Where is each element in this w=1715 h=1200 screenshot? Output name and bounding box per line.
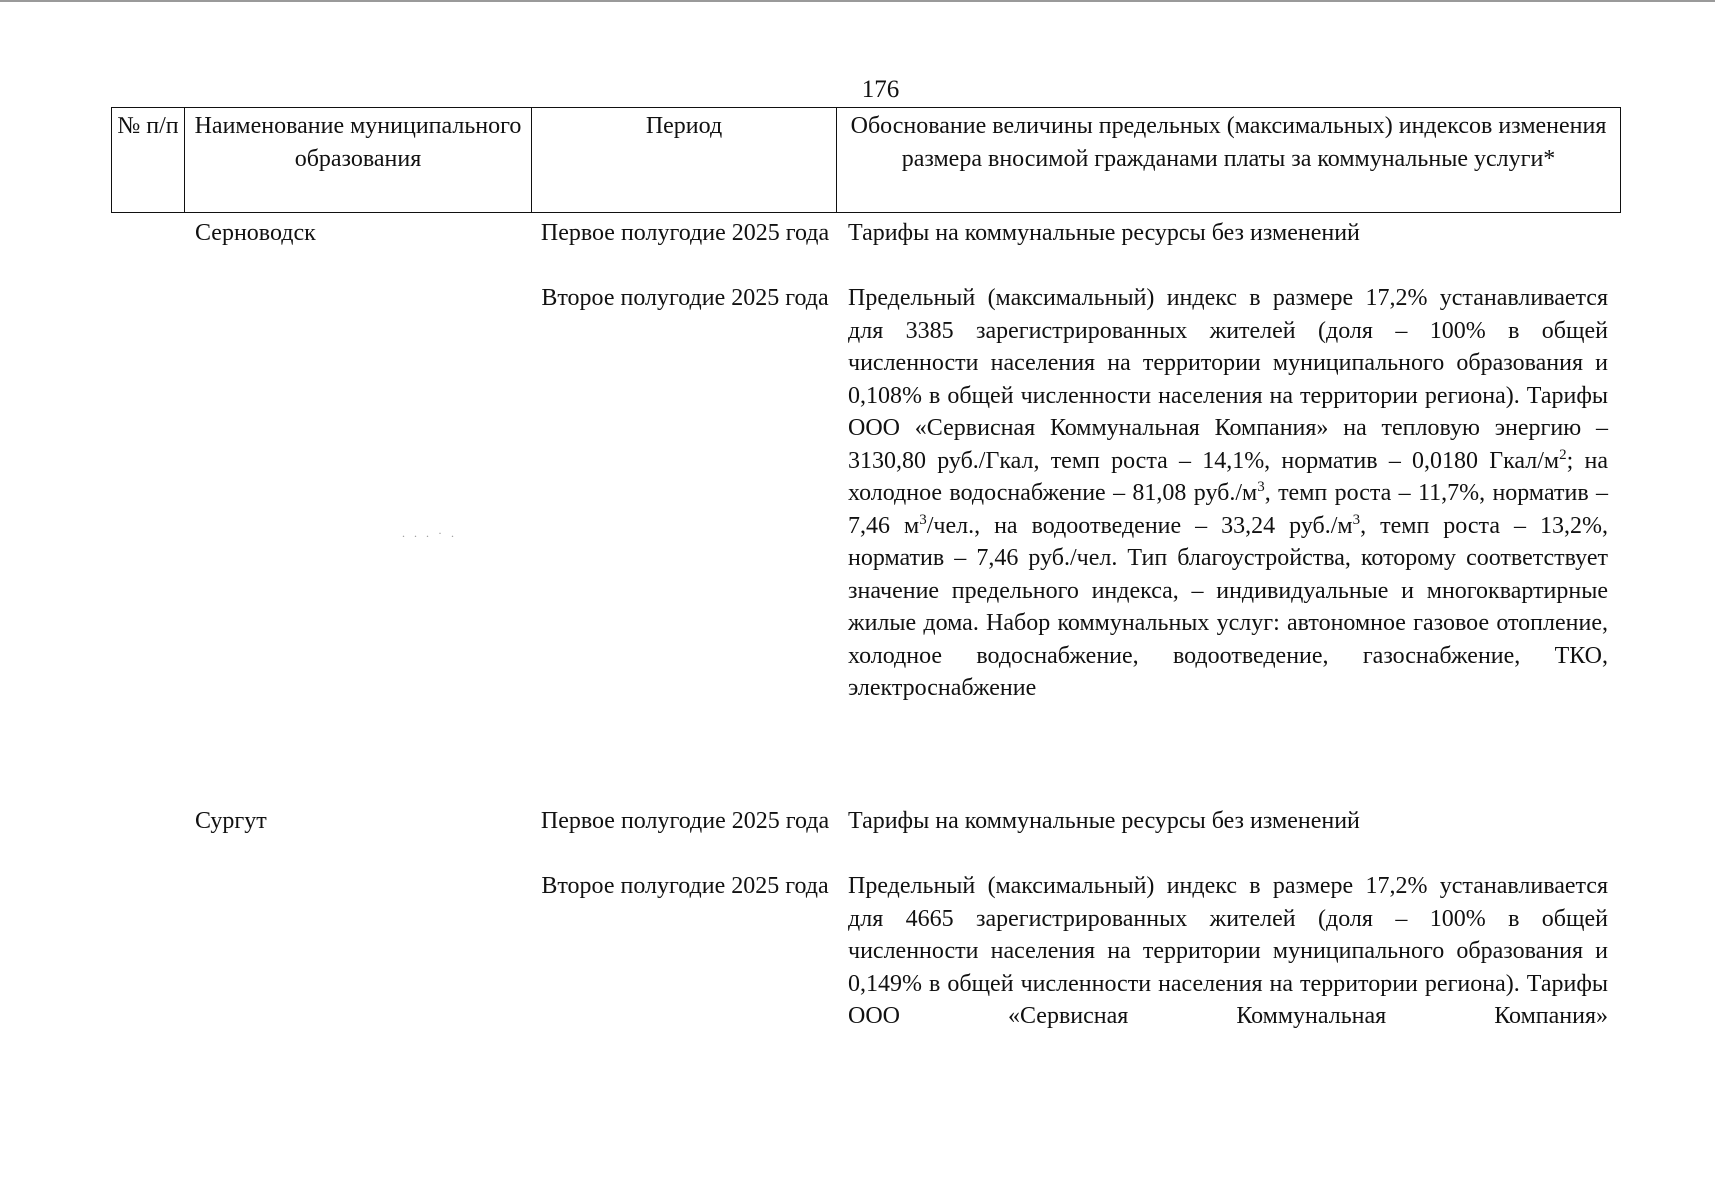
scan-speck: . . . · .	[402, 526, 457, 540]
period-label: Первое полугодие 2025 года	[540, 808, 830, 834]
period-label: Первое полугодие 2025 года	[540, 220, 830, 246]
period-label: Второе полугодие 2025 года	[541, 873, 829, 899]
justification-text: Тарифы на коммунальные ресурсы без изменений	[848, 808, 1360, 834]
justification-text: Предельный (максимальный) индекс в размере 17,2% устанавливается для 4665 зарегистрированных жителей (доля – 100% в общей численности населения на территории муниципального образования и 0,149% в общей численности населения на территории региона). Тарифы ООО «Сервисная Коммунальная Компания»	[848, 873, 1608, 1029]
municipality-name: Сургут	[195, 808, 267, 834]
page-top-edge	[0, 0, 1715, 2]
justification-text: Предельный (максимальный) индекс в размере 17,2% устанавливается для 3385 зарегистрированных жителей (доля – 100% в общей численности населения на территории муниципального образования и 0,108% в общей численности населения на территории региона). Тарифы ООО «Сервисная Коммунальная Компания» на тепловую энергию – 3130,80 руб./Гкал, темп роста – 14,1%, норматив – 0,0180 Гкал/$м^2$; на холодное водоснабжение – 81,08 $руб./м^3$, темп роста – 11,7%, норматив – 7,46 $м^3$/чел., на водоотведение – 33,24 $руб./м^3$, темп роста – 13,2%, норматив – 7,46 руб./чел. Тип благоустройства, которому соответствует значение предельного индекса, – индивидуальные и многоквартирные жилые дома. Набор коммунальных услуг: автономное газовое отопление, холодное водоснабжение, водоотведение, газоснабжение, ТКО, электроснабжение	[848, 285, 1609, 701]
period-label: Второе полугодие 2025 года	[541, 285, 829, 311]
page-number: 176	[861, 76, 900, 103]
header-cell-period: Период	[532, 108, 837, 213]
header-cell-justification: Обоснование величины предельных (максимальных) индексов изменения размера вносимой гражданами платы за коммунальные услуги*	[837, 108, 1621, 213]
municipality-name: Серноводск	[195, 220, 316, 246]
header-cell-municipality: Наименование муниципального образования	[185, 108, 532, 213]
justification-text: Тарифы на коммунальные ресурсы без изменений	[848, 220, 1360, 246]
header-cell-number: № п/п	[112, 108, 185, 213]
table-header	[111, 107, 1621, 213]
